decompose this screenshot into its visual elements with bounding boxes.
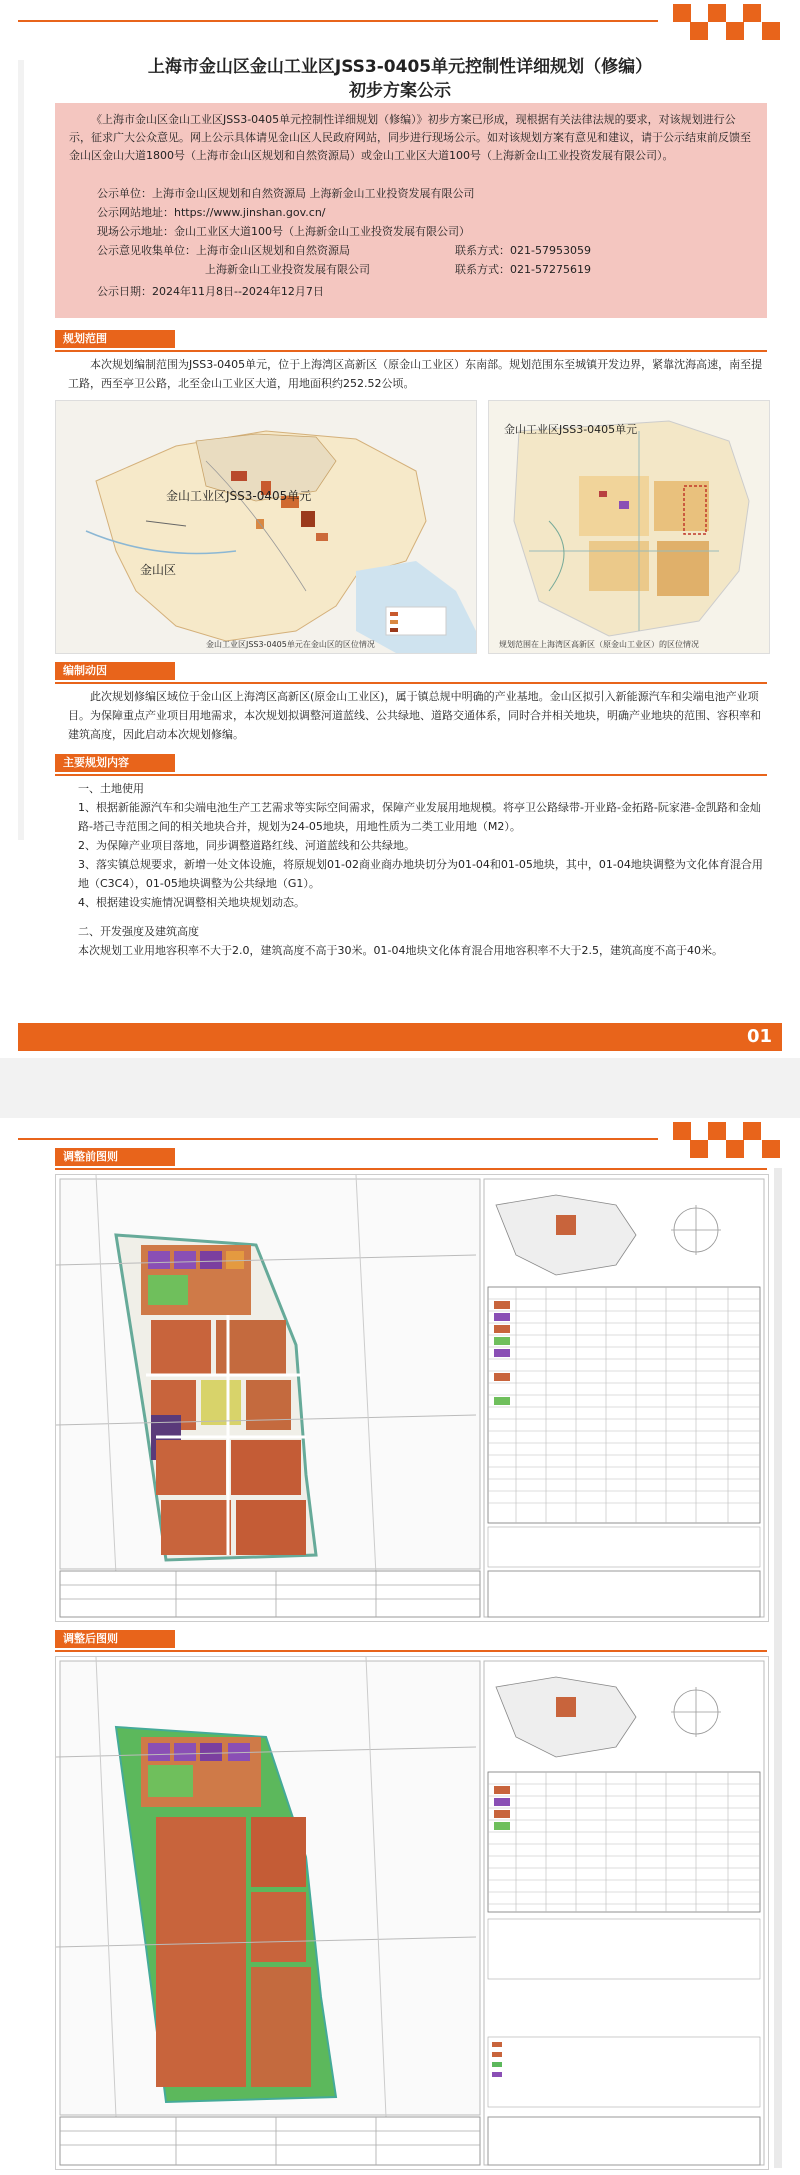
page-number-bar: 01 bbox=[18, 1023, 782, 1051]
map-left-unit-label: 金山工业区JSS3-0405单元 bbox=[166, 489, 312, 503]
deco-square bbox=[708, 1122, 726, 1140]
deco-square bbox=[743, 1122, 761, 1140]
content-line: 二、开发强度及建筑高度 bbox=[78, 925, 199, 938]
deco-square bbox=[673, 4, 691, 22]
notice-box bbox=[55, 103, 767, 318]
park-map-graphic bbox=[489, 401, 769, 653]
page-one bbox=[18, 0, 782, 1058]
deco-square bbox=[762, 22, 780, 40]
deco-square bbox=[708, 4, 726, 22]
notice-feedback-phone2: 联系方式：021-57275619 bbox=[455, 263, 591, 276]
map-right-caption: 规划范围在上海湾区高新区（原金山工业区）的区位情况 bbox=[499, 640, 699, 649]
content-list bbox=[78, 779, 768, 960]
section-header-before: 调整前图则 bbox=[55, 1148, 175, 1166]
content-line: 2、为保障产业项目落地，同步调整道路红线、河道蓝线和公共绿地。 bbox=[78, 839, 415, 852]
notice-feedback-phone1: 联系方式：021-57953059 bbox=[455, 244, 591, 257]
map-left-caption: 金山工业区JSS3-0405单元在金山区的区位情况 bbox=[206, 640, 375, 649]
deco-square bbox=[743, 4, 761, 22]
notice-unit: 公示单位：上海市金山区规划和自然资源局 上海新金山工业投资发展有限公司 bbox=[97, 187, 475, 200]
section-header-after: 调整后图则 bbox=[55, 1630, 175, 1648]
page-gap bbox=[0, 1058, 800, 1118]
notice-website[interactable]: 公示网站地址：https://www.jinshan.gov.cn/ bbox=[97, 206, 326, 219]
section-header-content: 主要规划内容 bbox=[55, 754, 175, 772]
content-line: 1、根据新能源汽车和尖端电池生产工艺需求等实际空间需求，保障产业发展用地规模。将亭卫公路绿带-开业路-金拓路-阮家港-金凯路和金灿路-塔己寺范围之间的相关地块合并，规划为24-05地块，用地性质为二类工业用地（M2）。 bbox=[78, 801, 761, 833]
plan-sheet-before bbox=[55, 1174, 769, 1622]
deco-square bbox=[673, 1122, 691, 1140]
page-title: 上海市金山区金山工业区JSS3-0405单元控制性详细规划（修编） bbox=[147, 57, 653, 77]
location-map-district bbox=[55, 400, 477, 654]
notice-date: 公示日期：2024年11月8日--2024年12月7日 bbox=[97, 285, 324, 298]
plan-after-graphic bbox=[56, 1657, 768, 2169]
right-scroll-shade bbox=[774, 1168, 782, 2168]
notice-intro: 《上海市金山区金山工业区JSS3-0405单元控制性详细规划（修编）》初步方案已形成，现根据有关法律法规的要求，对该规划进行公示，征求广大公众意见。网上公示具体请见金山区人民政府网站，同步进行现场公示。如对该规划方案有意见和建议，请于公示结束前反馈至金山区金山大道1800号（上海市金山区规划和自然资源局）或金山工业区大道100号（上海新金山工业投资发展有限公司）。 bbox=[69, 113, 751, 162]
reason-text: 此次规划修编区域位于金山区上海湾区高新区(原金山工业区)，属于镇总规中明确的产业基地。金山区拟引入新能源汽车和尖端电池产业项目。为保障重点产业项目用地需求，本次规划拟调整河道蓝线、公共绿地、道路交通体系，同时合并相关地块，明确产业地块的范围、容积率和建筑高度，因此启动本次规划修编。 bbox=[68, 690, 761, 741]
page-two bbox=[18, 1118, 782, 2175]
content-line: 一、土地使用 bbox=[78, 782, 144, 795]
header-rule bbox=[18, 1138, 658, 1140]
content-line: 本次规划工业用地容积率不大于2.0，建筑高度不高于30米。01-04地块文化体育混合用地容积率不大于2.5，建筑高度不高于40米。 bbox=[78, 944, 723, 957]
header-rule bbox=[18, 20, 658, 22]
map-right-unit-label: 金山工业区JSS3-0405单元 bbox=[504, 423, 638, 436]
section-header-reason: 编制动因 bbox=[55, 662, 175, 680]
content-line: 3、落实镇总规要求，新增一处文体设施，将原规划01-02商业商办地块切分为01-04和01-05地块，其中，01-04地块调整为文化体育混合用地（C3C4），01-05地块调整为公共绿地（G1）。 bbox=[78, 858, 763, 890]
district-map-graphic bbox=[56, 401, 476, 653]
location-map-park bbox=[488, 400, 770, 654]
deco-square bbox=[762, 1140, 780, 1158]
content-line: 4、根据建设实施情况调整相关地块规划动态。 bbox=[78, 896, 305, 909]
plan-before-graphic bbox=[56, 1175, 768, 1621]
map-left-district-label: 金山区 bbox=[140, 563, 177, 577]
side-shade bbox=[18, 60, 24, 840]
plan-sheet-after bbox=[55, 1656, 769, 2170]
deco-square bbox=[726, 1140, 744, 1158]
section-header-scope: 规划范围 bbox=[55, 330, 175, 348]
content-spacer bbox=[78, 912, 768, 922]
page-subtitle: 初步方案公示 bbox=[349, 81, 451, 101]
deco-square bbox=[726, 22, 744, 40]
deco-square bbox=[690, 22, 708, 40]
notice-feedback-unit1: 公示意见收集单位：上海市金山区规划和自然资源局 bbox=[97, 244, 350, 257]
deco-square bbox=[690, 1140, 708, 1158]
scope-text: 本次规划编制范围为JSS3-0405单元，位于上海湾区高新区（原金山工业区）东南部。规划范围东至城镇开发边界，紧靠沈海高速，南至提工路，西至亭卫公路，北至金山工业区大道，用地面积约252.52公顷。 bbox=[68, 358, 763, 390]
notice-site: 现场公示地址：金山工业区大道100号（上海新金山工业投资发展有限公司） bbox=[97, 225, 470, 238]
notice-feedback-unit2: 上海新金山工业投资发展有限公司 bbox=[205, 263, 370, 276]
